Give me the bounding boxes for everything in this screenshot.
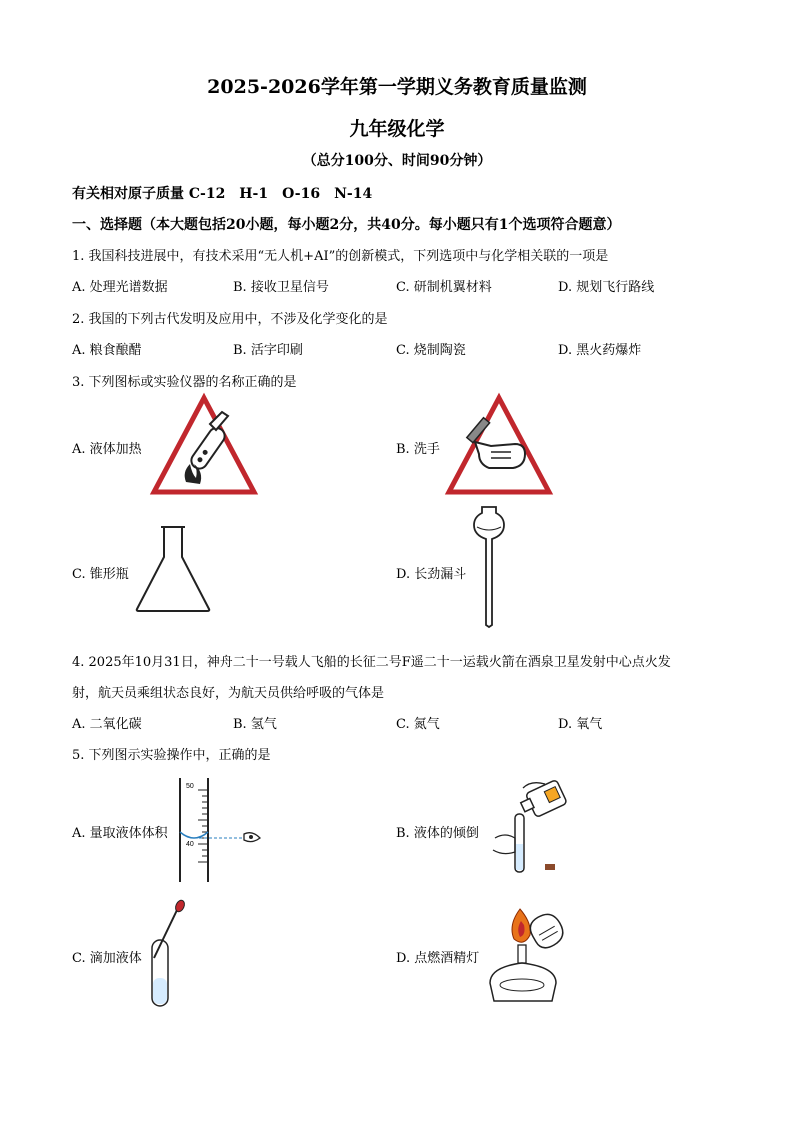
q4-option-a: A. 二氧化碳 — [72, 717, 142, 732]
dropper-test-tube-icon — [146, 898, 190, 1010]
section-heading: 一、选择题（本大题包括20小题，每小题2分，共40分。每小题只有1个选项符合题意） — [72, 217, 621, 233]
q5-option-d: D. 点燃酒精灯 — [396, 951, 480, 966]
heating-liquid-warning-icon — [150, 394, 258, 496]
exam-meta: （总分100分、时间90分钟） — [302, 153, 492, 169]
q5-option-c: C. 滴加液体 — [72, 951, 142, 966]
conical-flask-icon — [135, 525, 211, 613]
question-3-stem: 3. 下列图标或实验仪器的名称正确的是 — [72, 375, 297, 390]
question-4-stem-line1: 4. 2025年10月31日，神舟二十一号载人飞船的长征二号F遥二十一运载火箭在酒泉卫星发射中心点火发 — [72, 655, 671, 670]
cylinder-bottom-mark: 40 — [186, 841, 194, 848]
alcohol-lamp-icon — [484, 905, 580, 1005]
q2-option-d: D. 黑火药爆炸 — [558, 343, 642, 358]
q1-option-c: C. 研制机翼材料 — [396, 280, 492, 295]
q3-option-b: B. 洗手 — [396, 442, 440, 457]
question-5-stem: 5. 下列图示实验操作中，正确的是 — [72, 748, 271, 763]
long-neck-funnel-icon — [472, 505, 506, 629]
q3-option-a: A. 液体加热 — [72, 442, 142, 457]
q3-option-c: C. 锥形瓶 — [72, 567, 129, 582]
exam-title: 2025-2026学年第一学期义务教育质量监测 — [207, 76, 587, 98]
q1-option-d: D. 规划飞行路线 — [558, 280, 655, 295]
q2-option-a: A. 粮食酿醋 — [72, 343, 142, 358]
question-1-stem: 1. 我国科技进展中，有技术采用“无人机+AI”的创新模式，下列选项中与化学相关联的一项是 — [72, 249, 609, 264]
wash-hands-warning-icon — [445, 394, 553, 496]
q4-option-c: C. 氮气 — [396, 717, 440, 732]
q1-option-a: A. 处理光谱数据 — [72, 280, 168, 295]
exam-subject: 九年级化学 — [349, 118, 445, 140]
q2-option-b: B. 活字印刷 — [233, 343, 303, 358]
q3-option-d: D. 长劲漏斗 — [396, 567, 467, 582]
q5-option-a: A. 量取液体体积 — [72, 826, 168, 841]
pouring-liquid-icon — [485, 778, 585, 878]
q4-option-d: D. 氧气 — [558, 717, 603, 732]
question-2-stem: 2. 我国的下列古代发明及应用中，不涉及化学变化的是 — [72, 312, 388, 327]
graduated-cylinder-icon — [176, 776, 266, 884]
q1-option-b: B. 接收卫星信号 — [233, 280, 329, 295]
q2-option-c: C. 烧制陶瓷 — [396, 343, 466, 358]
q5-option-b: B. 液体的倾倒 — [396, 826, 479, 841]
question-4-stem-line2: 射，航天员乘组状态良好，为航天员供给呼吸的气体是 — [72, 686, 385, 701]
atomic-mass-note: 有关相对原子质量 C-12 H-1 O-16 N-14 — [72, 186, 373, 202]
q4-option-b: B. 氢气 — [233, 717, 277, 732]
cylinder-top-mark: 50 — [186, 783, 194, 790]
